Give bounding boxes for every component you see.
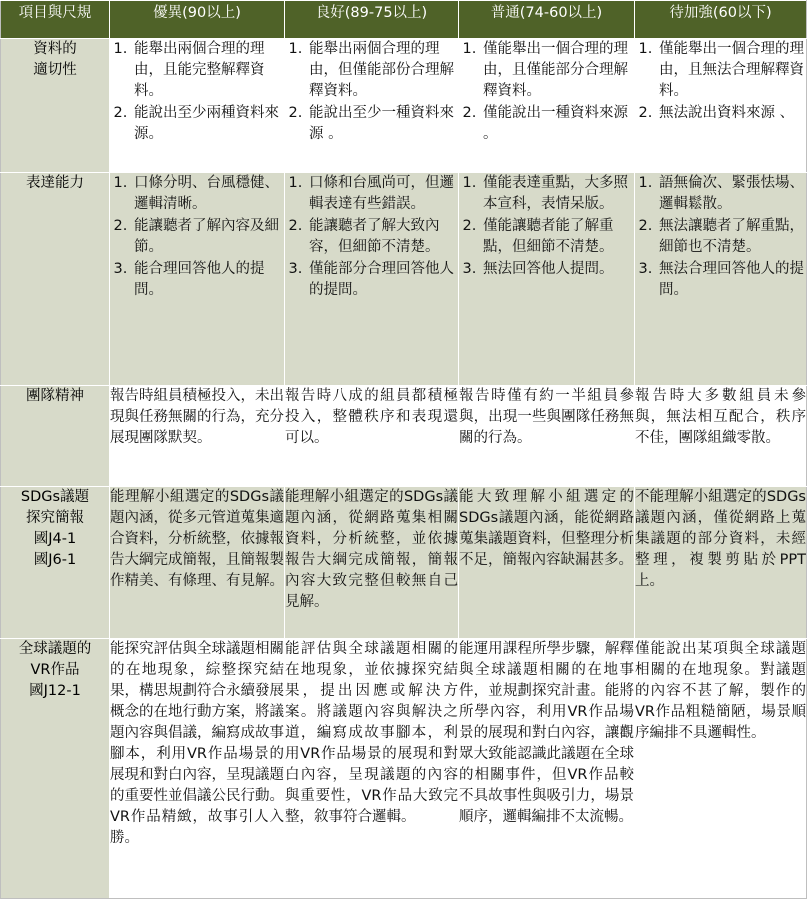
criterion-item: 2. 僅能讓聽者能了解重點，但細節不清楚。: [481, 216, 634, 258]
cell-average: [459, 173, 635, 386]
criterion-item: 1. 語無倫次、緊張怯場、邏輯鬆散。: [657, 173, 806, 215]
criterion-text: 能大致理解小組選定的SDGs議題內涵，能從網路蒐集議題資料，但整理分析不足，簡報內容缺漏甚多。: [459, 489, 634, 568]
cell-good: [285, 386, 459, 487]
row-label: [1, 639, 110, 899]
criterion-text: 能理解小組選定的SDGs議題內涵，從網路蒐集相關資料，分析統整，並依據報告大綱完成簡報，簡報內容大致完整但較無自己見解。: [285, 489, 458, 610]
row-teamwork: [1, 386, 807, 487]
criterion-text: 能探究評估與全球議題相關的在地現象，綜整探究結果，構思規劃符合永續發展概念的在地行動方案，將議題內容與倡議，編寫成故事腳本，利用VR作品場景的展現和對白內容，呈現議題的重要性並倡議公民行動。VR作品精緻，故事引人入勝。: [110, 641, 284, 846]
cell-needs-improvement: [635, 39, 807, 173]
criterion-item: 1. 能舉出兩個合理的理由，且能完整解釋資料。: [132, 39, 284, 102]
header-criteria: 項目與尺規: [1, 1, 110, 39]
criterion-text: 報告時八成的組員都積極投入，整體秩序和表現還可以。: [285, 388, 458, 446]
row-label-line: 表達能力: [26, 175, 84, 191]
row-label: [1, 39, 110, 173]
header-average: 普通(74-60以上): [459, 1, 635, 39]
cell-excellent: [110, 487, 285, 639]
row-sdgs-presentation: [1, 487, 807, 639]
criterion-item: 1. 僅能舉出一個合理的理由，且僅能部分合理解釋資料。: [481, 39, 634, 102]
cell-good: [285, 173, 459, 386]
row-label-line: 團隊精神: [26, 388, 84, 404]
criterion-item: 2. 能讓聽者了解內容及細節。: [132, 216, 284, 258]
row-label-line: 國J12-1: [29, 683, 81, 699]
row-expression: [1, 173, 807, 386]
row-label: [1, 173, 110, 386]
header-good: 良好(89-75以上): [285, 1, 459, 39]
row-label-line: VR作品: [30, 662, 80, 678]
criterion-item: 3. 能合理回答他人的提問。: [132, 259, 284, 301]
row-label-line: 適切性: [33, 62, 77, 78]
cell-excellent: [110, 39, 285, 173]
criterion-text: 能理解小組選定的SDGs議題內涵，從多元管道蒐集適合資料，分析統整，依據報告大綱完成簡報，且簡報製作精美、有條理、有見解。: [110, 489, 284, 589]
criterion-item: 1. 僅能舉出一個合理的理由，且無法合理解釋資料。: [657, 39, 806, 102]
cell-good: [285, 639, 459, 899]
row-vr-project: [1, 639, 807, 899]
criterion-item: 1. 口條分明、台風穩健、邏輯清晰。: [132, 173, 284, 215]
criterion-item: 2. 能說出至少兩種資料來源。: [132, 103, 284, 145]
cell-average: [459, 386, 635, 487]
cell-average: [459, 39, 635, 173]
cell-excellent: [110, 173, 285, 386]
header-needs-improvement: 待加強(60以下): [635, 1, 807, 39]
criterion-text: 能運用課程所學步驟，解釋與全球議題相關的在地事件，並規劃探究計畫。能將所學內容，利用VR作品場景的展現和對白內容，讓觀眾大致能認識此議題在全球的相關事件，但VR作品較不具故事性與吸引力，場景順序，邏輯編排不太流暢。: [459, 641, 634, 825]
criterion-item: 1. 能舉出兩個合理的理由，但僅能部份合理解釋資料。: [307, 39, 458, 102]
cell-average: [459, 639, 635, 899]
criterion-item: 1. 僅能表達重點，大多照本宣科，表情呆版。: [481, 173, 634, 215]
row-label-line: 國J6-1: [33, 552, 77, 568]
criterion-text: 報告時僅有約一半組員參與，出現一些與團隊任務無關的行為。: [459, 388, 634, 446]
row-label-line: 探究簡報: [26, 510, 84, 526]
cell-excellent: [110, 639, 285, 899]
criterion-item: 2. 無法讓聽者了解重點，細節也不清楚。: [657, 216, 806, 258]
cell-good: [285, 39, 459, 173]
cell-average: [459, 487, 635, 639]
criterion-item: 2. 能說出至少一種資料來源 。: [307, 103, 458, 145]
cell-good: [285, 487, 459, 639]
criterion-text: 報告時大多數組員未參與，無法相互配合，秩序不佳，團隊組織零散。: [635, 388, 806, 446]
cell-needs-improvement: [635, 639, 807, 899]
criterion-item: 3. 無法回答他人提問。: [481, 259, 634, 280]
cell-needs-improvement: [635, 386, 807, 487]
row-label-line: 資料的: [33, 41, 77, 57]
criterion-text: 報告時組員積極投入，未出現與任務無關的行為，充分展現團隊默契。: [110, 388, 284, 446]
criterion-item: 3. 僅能部分合理回答他人的提問。: [307, 259, 458, 301]
cell-excellent: [110, 386, 285, 487]
criterion-text: 僅能說出某項與全球議題相關的在地現象。對議題的內容不甚了解，製作的VR作品粗糙簡陋，場景順序編排不具邏輯性。: [635, 641, 806, 741]
criterion-item: 2. 無法說出資料來源 、: [657, 103, 806, 124]
row-label-line: SDGs議題: [20, 489, 90, 505]
header-excellent: 優異(90以上): [110, 1, 285, 39]
criterion-item: 2. 僅能說出一種資料來源 。: [481, 103, 634, 145]
row-label-line: 全球議題的: [18, 641, 92, 657]
cell-needs-improvement: [635, 487, 807, 639]
criterion-item: 2. 能讓聽者了解大致內容，但細節不清楚。: [307, 216, 458, 258]
row-label-line: 國J4-1: [33, 531, 77, 547]
row-data-relevance: [1, 39, 807, 173]
row-label: [1, 386, 110, 487]
cell-needs-improvement: [635, 173, 807, 386]
criterion-item: 1. 口條和台風尚可，但邏輯表達有些錯誤。: [307, 173, 458, 215]
criterion-text: 不能理解小組選定的SDGs議題內涵，僅從網路上蒐集議題的部分資料，未經整理，複製剪貼於PPT上。: [635, 489, 806, 589]
criterion-item: 3. 無法合理回答他人的提問。: [657, 259, 806, 301]
criterion-text: 能評估與全球議題相關的在地現象，並依據探究結果，提出因應或解決方案。將議題內容與解決之道，編寫成故事腳本，利用VR作品場景的展現和對白內容，呈現議題的內容與重要性，VR作品大致完整，敘事符合邏輯。: [285, 641, 458, 825]
header-row: [1, 1, 807, 39]
row-label: [1, 487, 110, 639]
